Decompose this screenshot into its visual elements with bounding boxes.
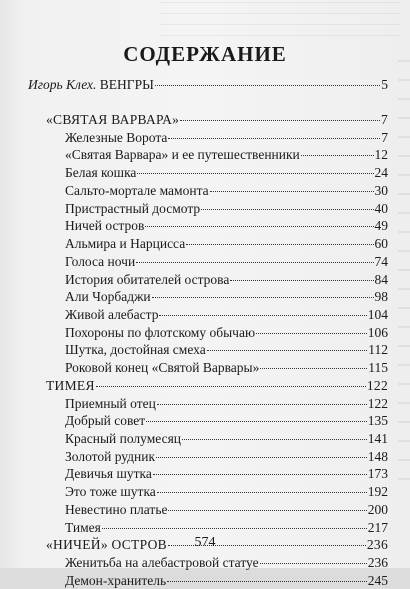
toc-page-number: 40 (374, 200, 388, 216)
toc-entry-title: «СВЯТАЯ ВАРВАРА» (46, 112, 180, 127)
toc-entry-title: Невестино платье (65, 501, 168, 517)
dot-leader (159, 315, 366, 316)
dot-leader (180, 120, 380, 121)
toc-entry (65, 360, 388, 376)
toc-entry (65, 307, 388, 323)
toc-entry-title: Золотой рудник (65, 448, 156, 464)
toc-entry (65, 272, 388, 288)
toc-entry-title: Демон-хранитель (65, 572, 167, 588)
dot-leader (168, 138, 380, 139)
toc-page-number: 115 (368, 360, 388, 376)
toc-page-number: 7 (381, 129, 388, 145)
toc-entry-title: Это тоже шутка (65, 484, 156, 500)
toc-entry (65, 342, 388, 358)
toc-entry-title: Шутка, достойная смеха (65, 342, 206, 358)
dot-leader (186, 244, 373, 245)
toc-entry-title: Белая кошка (65, 165, 137, 181)
toc-entry-title: ВЕНГРЫ (99, 77, 154, 92)
toc-entry (65, 165, 388, 181)
toc-entry-title: Живой алебастр (65, 306, 159, 322)
toc-page-number: 104 (367, 306, 388, 322)
toc-entry (65, 218, 388, 234)
toc-entry-title: Железные Ворота (65, 129, 168, 145)
toc-entry-title: Альмира и Нарцисса (65, 236, 186, 251)
toc-page-number: 173 (367, 466, 388, 482)
toc-entry (65, 466, 388, 482)
dot-leader (155, 85, 380, 86)
dot-leader (157, 404, 367, 405)
toc-page-number: 192 (367, 484, 388, 500)
toc-author: Игорь Клех. (28, 77, 97, 92)
dot-leader (152, 297, 374, 298)
toc-entry (65, 147, 388, 163)
toc-entry-title: Пристрастный досмотр (65, 200, 201, 216)
toc-entry (65, 396, 388, 412)
toc-page-number: 200 (367, 501, 388, 517)
dot-leader (207, 350, 368, 351)
toc-entry (65, 555, 388, 571)
dot-leader (153, 474, 367, 475)
dot-leader (260, 563, 367, 564)
toc-page-number: 7 (380, 112, 388, 127)
toc-entry (65, 325, 388, 341)
toc-entry-title: Женитьба на алебастровой статуе (65, 555, 259, 570)
dot-leader (230, 280, 373, 281)
dot-leader (145, 226, 373, 227)
toc-entry-title: «НИЧЕЙ» ОСТРОВ (46, 537, 167, 553)
toc-page-number: 5 (381, 77, 388, 92)
toc-entry-title: Али Чорбаджи (65, 289, 151, 305)
toc-entry-title: Девичья шутка (65, 466, 152, 482)
toc-entry (65, 289, 388, 305)
dot-leader (260, 368, 367, 369)
toc-page-number: 106 (367, 324, 388, 340)
dot-leader (137, 173, 373, 174)
toc-entry (65, 502, 388, 518)
dot-leader (167, 581, 367, 582)
toc-entry-title: Приемный отец (65, 395, 156, 411)
toc-page-number: 98 (374, 289, 388, 305)
toc-entry (65, 236, 388, 252)
toc-section (46, 112, 388, 128)
dot-leader (182, 439, 367, 440)
toc-entry (65, 201, 388, 217)
dot-leader (156, 457, 367, 458)
dot-leader (102, 528, 367, 529)
toc-entry (65, 484, 388, 500)
toc-page-number: 236 (367, 555, 388, 570)
dot-leader (146, 421, 367, 422)
toc-page-number: 30 (374, 182, 388, 198)
dot-leader (168, 510, 366, 511)
toc-entry-title: Сальто-мортале мамонта (65, 182, 209, 198)
toc-entry-title: Похороны по флотскому обычаю (65, 324, 256, 340)
toc-page-number: 74 (374, 253, 388, 269)
toc-entry-title: Голоса ночи (65, 253, 136, 269)
toc-page-number: 24 (374, 165, 388, 181)
toc-entry-title: Красный полумесяц (65, 431, 182, 446)
toc-entry-title: Тимея (65, 519, 101, 535)
toc-section (46, 378, 388, 394)
toc-entry-title: Ничей остров (65, 218, 145, 234)
page-title: СОДЕРЖАНИЕ (123, 42, 287, 66)
dot-leader (136, 262, 373, 263)
toc-entry (65, 183, 388, 199)
dot-leader (201, 209, 373, 210)
toc-page-number: 122 (367, 395, 388, 411)
toc-entry (65, 413, 388, 429)
toc-entry-title: Роковой конец «Святой Варвары» (65, 360, 260, 376)
bleed-through-text-right (398, 60, 410, 480)
toc-entry-title: «Святая Варвара» и ее путешественники (65, 147, 300, 163)
toc-entry (65, 130, 388, 146)
bleed-through-text (160, 2, 400, 42)
toc-page-number: 217 (367, 519, 388, 535)
toc-page-number: 12 (374, 147, 388, 163)
toc-page-number: 135 (367, 413, 388, 429)
dot-leader (210, 191, 374, 192)
toc-entry-intro (28, 77, 388, 93)
toc-page-number: 60 (374, 236, 388, 251)
toc-entry (65, 520, 388, 536)
toc-entry (65, 449, 388, 465)
dot-leader (157, 492, 367, 493)
dot-leader (256, 333, 367, 334)
toc-page-number: 84 (374, 271, 388, 287)
toc-page-number: 112 (368, 342, 388, 358)
toc-page-number: 148 (367, 448, 388, 464)
toc-page-number: 122 (366, 377, 388, 393)
toc-entry-title: ТИМЕЯ (46, 377, 95, 393)
toc-page-number: 49 (374, 218, 388, 234)
toc-page-number: 236 (366, 537, 388, 553)
toc-page-number: 141 (367, 431, 388, 446)
toc-entry (65, 573, 388, 589)
page-number: 574 (194, 535, 216, 550)
toc-entry (65, 431, 388, 447)
toc-entry-title: История обитателей острова (65, 271, 230, 287)
dot-leader (301, 155, 374, 156)
toc-page-number: 245 (367, 572, 388, 588)
toc-entry (65, 254, 388, 270)
toc-entry-title: Добрый совет (65, 413, 146, 429)
dot-leader (96, 386, 366, 387)
